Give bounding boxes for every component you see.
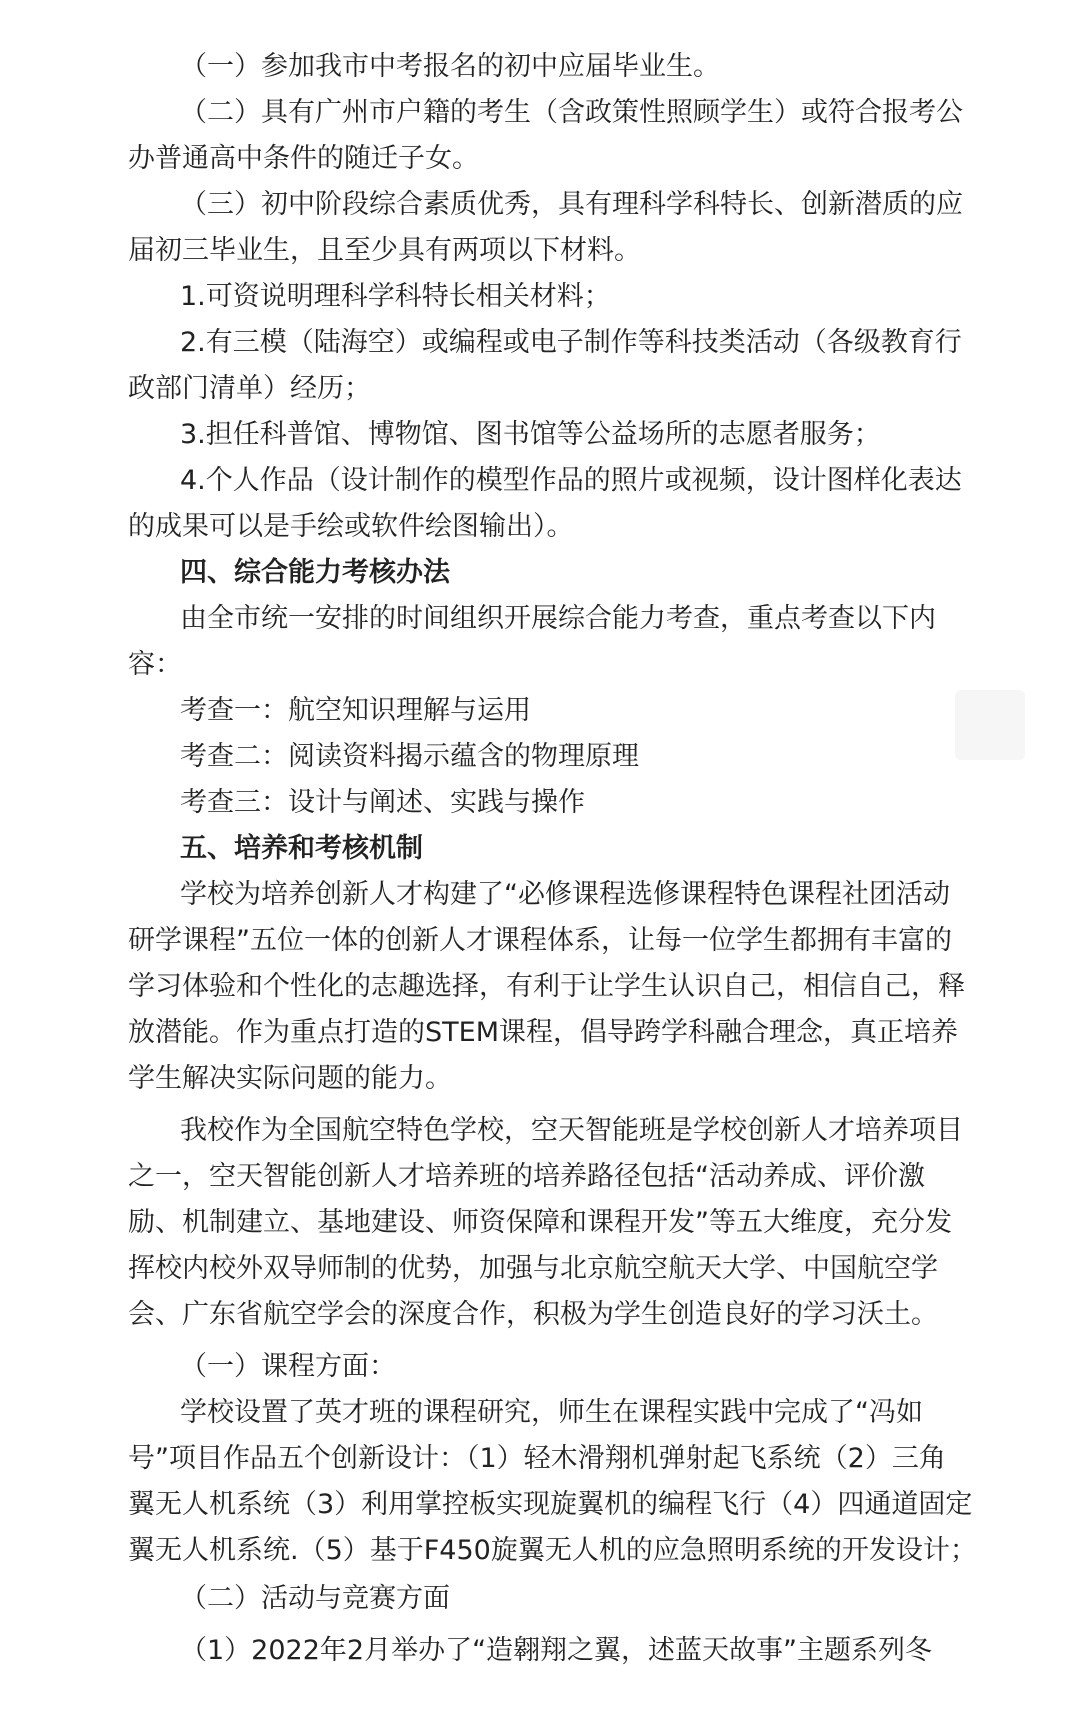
course-paragraph-line-4: 翼无人机系统.（5）基于F450旋翼无人机的应急照明系统的开发设计； xyxy=(128,1535,977,1566)
paragraph-2-line-4: 挥校内校外双导师制的优势，加强与北京航空航天大学、中国航空学 xyxy=(128,1253,938,1284)
section-four-heading: 四、综合能力考核办法 xyxy=(180,557,450,588)
material-4-line-1: 4.个人作品（设计制作的模型作品的照片或视频，设计图样化表达 xyxy=(180,465,962,496)
exam-item-1: 考查一：航空知识理解与运用 xyxy=(180,695,531,726)
material-4-line-2: 的成果可以是手绘或软件绘图输出）。 xyxy=(128,511,574,542)
material-3: 3.担任科普馆、博物馆、图书馆等公益场所的志愿者服务； xyxy=(180,419,881,450)
item-one: （一）参加我市中考报名的初中应届毕业生。 xyxy=(180,51,720,82)
section-four-intro-line-2: 容： xyxy=(128,649,182,680)
paragraph-1-line-1: 学校为培养创新人才构建了“必修课程选修课程特色课程社团活动 xyxy=(180,879,950,910)
exam-item-2: 考查二：阅读资料揭示蕴含的物理原理 xyxy=(180,741,639,772)
paragraph-2-line-1: 我校作为全国航空特色学校，空天智能班是学校创新人才培养项目 xyxy=(180,1115,963,1146)
material-2-line-2: 政部门清单）经历； xyxy=(128,373,371,404)
scan-smudge xyxy=(955,690,1025,760)
paragraph-2-line-3: 励、机制建立、基地建设、师资保障和课程开发”等五大维度，充分发 xyxy=(128,1207,952,1238)
paragraph-1-line-2: 研学课程”五位一体的创新人才课程体系，让每一位学生都拥有丰富的 xyxy=(128,925,952,956)
item-three-line-1: （三）初中阶段综合素质优秀，具有理科学科特长、创新潜质的应 xyxy=(180,189,963,220)
paragraph-1-line-3: 学习体验和个性化的志趣选择，有利于让学生认识自己，相信自己，释 xyxy=(128,971,965,1002)
paragraph-2-line-5: 会、广东省航空学会的深度合作，积极为学生创造良好的学习沃土。 xyxy=(128,1299,938,1330)
section-four-intro-line-1: 由全市统一安排的时间组织开展综合能力考查，重点考查以下内 xyxy=(180,603,936,634)
activity-item-1: （1）2022年2月举办了“造翱翔之翼，述蓝天故事”主题系列冬 xyxy=(180,1635,933,1666)
course-paragraph-line-1: 学校设置了英才班的课程研究，师生在课程实践中完成了“冯如 xyxy=(180,1397,923,1428)
course-paragraph-line-3: 翼无人机系统（3）利用掌控板实现旋翼机的编程飞行（4）四通道固定 xyxy=(128,1489,973,1520)
paragraph-1-line-4: 放潜能。作为重点打造的STEM课程，倡导跨学科融合理念，真正培养 xyxy=(128,1017,958,1048)
subsection-activity-heading: （二）活动与竞赛方面 xyxy=(180,1583,450,1614)
paragraph-2-line-2: 之一，空天智能创新人才培养班的培养路径包括“活动养成、评价激 xyxy=(128,1161,925,1192)
item-three-line-2: 届初三毕业生，且至少具有两项以下材料。 xyxy=(128,235,641,266)
material-2-line-1: 2.有三模（陆海空）或编程或电子制作等科技类活动（各级教育行 xyxy=(180,327,962,358)
material-1: 1.可资说明理科学科特长相关材料； xyxy=(180,281,611,312)
subsection-course-heading: （一）课程方面： xyxy=(180,1351,396,1382)
paragraph-1-line-5: 学生解决实际问题的能力。 xyxy=(128,1063,452,1094)
exam-item-3: 考查三：设计与阐述、实践与操作 xyxy=(180,787,585,818)
course-paragraph-line-2: 号”项目作品五个创新设计：（1）轻木滑翔机弹射起飞系统（2）三角 xyxy=(128,1443,946,1474)
item-two-line-1: （二）具有广州市户籍的考生（含政策性照顾学生）或符合报考公 xyxy=(180,97,963,128)
section-five-heading: 五、培养和考核机制 xyxy=(180,833,423,864)
item-two-line-2: 办普通高中条件的随迁子女。 xyxy=(128,143,479,174)
